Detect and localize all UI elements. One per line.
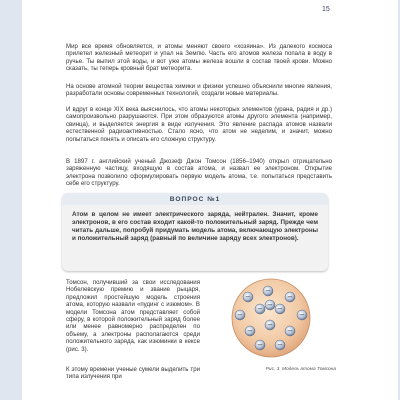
paragraph-thomson-electron: В 1897 г. английский ученый Джозеф Джон Томсон (1856–1940) открыл отрицательно заряженную частицу, входящую в состав атома, и назвал ее электроном. Открытие электрона позволило сформулировать первую модель атома, т.е. попытаться представить себе его структуру. — [66, 158, 332, 188]
electron — [265, 320, 275, 330]
electron — [263, 286, 273, 296]
paragraph-atomic-theory: На основе атомной теории вещества химики и физики успешно объяснили многие явления, разработали основы современных технологий, создали новые материалы. — [66, 83, 332, 98]
question-heading: ВОПРОС №1 — [169, 196, 221, 203]
svg-text:−: − — [257, 341, 263, 350]
svg-text:−: − — [247, 327, 253, 336]
svg-text:−: − — [267, 321, 273, 330]
paragraph-plum-pudding: Томсон, получивший за свои исследования Нобелевскую премию и звание рыцаря, предложил простейшую модель строения атома, которую назвали «пудинг с изюмом». В модели Томсона атом представляет собой сферу, в которой положительный заряд более или менее равномерно распределен по объему, а электроны располагаются среди положительного заряда, как изюминки в кексе (рис. 3). — [66, 279, 200, 353]
svg-text:−: − — [245, 293, 251, 302]
paragraph-meteorite: Мир все время обновляется, и атомы меняют своего «хозяина». Из далекого космоса прилетел железный метеорит и упал на Землю. Часть его атомов железа попала в воду в ручье. Ты выпил этой воды, и вот уже атомы железа вошли в состав твоей крови. Можно сказать, ты теперь кровный брат метеорита. — [66, 43, 332, 73]
electron — [285, 326, 295, 336]
electron — [235, 310, 245, 320]
svg-text:−: − — [267, 301, 273, 310]
svg-text:−: − — [287, 327, 293, 336]
electron — [255, 340, 265, 350]
thomson-atom-figure — [206, 275, 336, 361]
svg-text:−: − — [277, 305, 283, 314]
svg-text:−: − — [299, 311, 305, 320]
paragraph-radiation-types: К этому времени ученые сумели выделить три типа излучения при — [66, 366, 200, 381]
question-text: Атом в целом не имеет электрического заряда, нейтрален. Значит, кроме электронов, в его состав входит какой-то положительный заряд. Прежде чем читать дальше, попробуй придумать модель атома, включающую электроны и положительный заряд (равный по величине заряду всех электронов). — [72, 211, 318, 242]
electron — [285, 292, 295, 302]
electron — [297, 310, 307, 320]
svg-text:−: − — [257, 305, 263, 314]
svg-text:−: − — [277, 341, 283, 350]
paragraph-radioactivity: И вдруг в конце XIX века выяснилось, что атомы некоторых элементов (урана, радия и др.) самопроизвольно разрушаются. При этом образуются атомы другого элемента (например, свинца), и выделяется энергия в виде излучения. Это явление распада атомов назвали естественной радиоактивностью. Стало ясно, что атом не неделим, и значит, можно попытаться понять и описать его сложную структуру. — [66, 106, 332, 143]
electron — [245, 326, 255, 336]
electron — [275, 340, 285, 350]
thomson-atom-illustration — [206, 275, 336, 361]
figure-caption: Рис. 3. Модель атома Томсона — [265, 367, 336, 372]
electron — [243, 292, 253, 302]
electron — [275, 304, 285, 314]
electron — [255, 304, 265, 314]
svg-text:−: − — [237, 311, 243, 320]
svg-text:−: − — [287, 293, 293, 302]
electron — [265, 300, 275, 310]
page-number: 15 — [322, 6, 330, 13]
question-box — [62, 193, 328, 271]
svg-text:−: − — [265, 287, 271, 296]
